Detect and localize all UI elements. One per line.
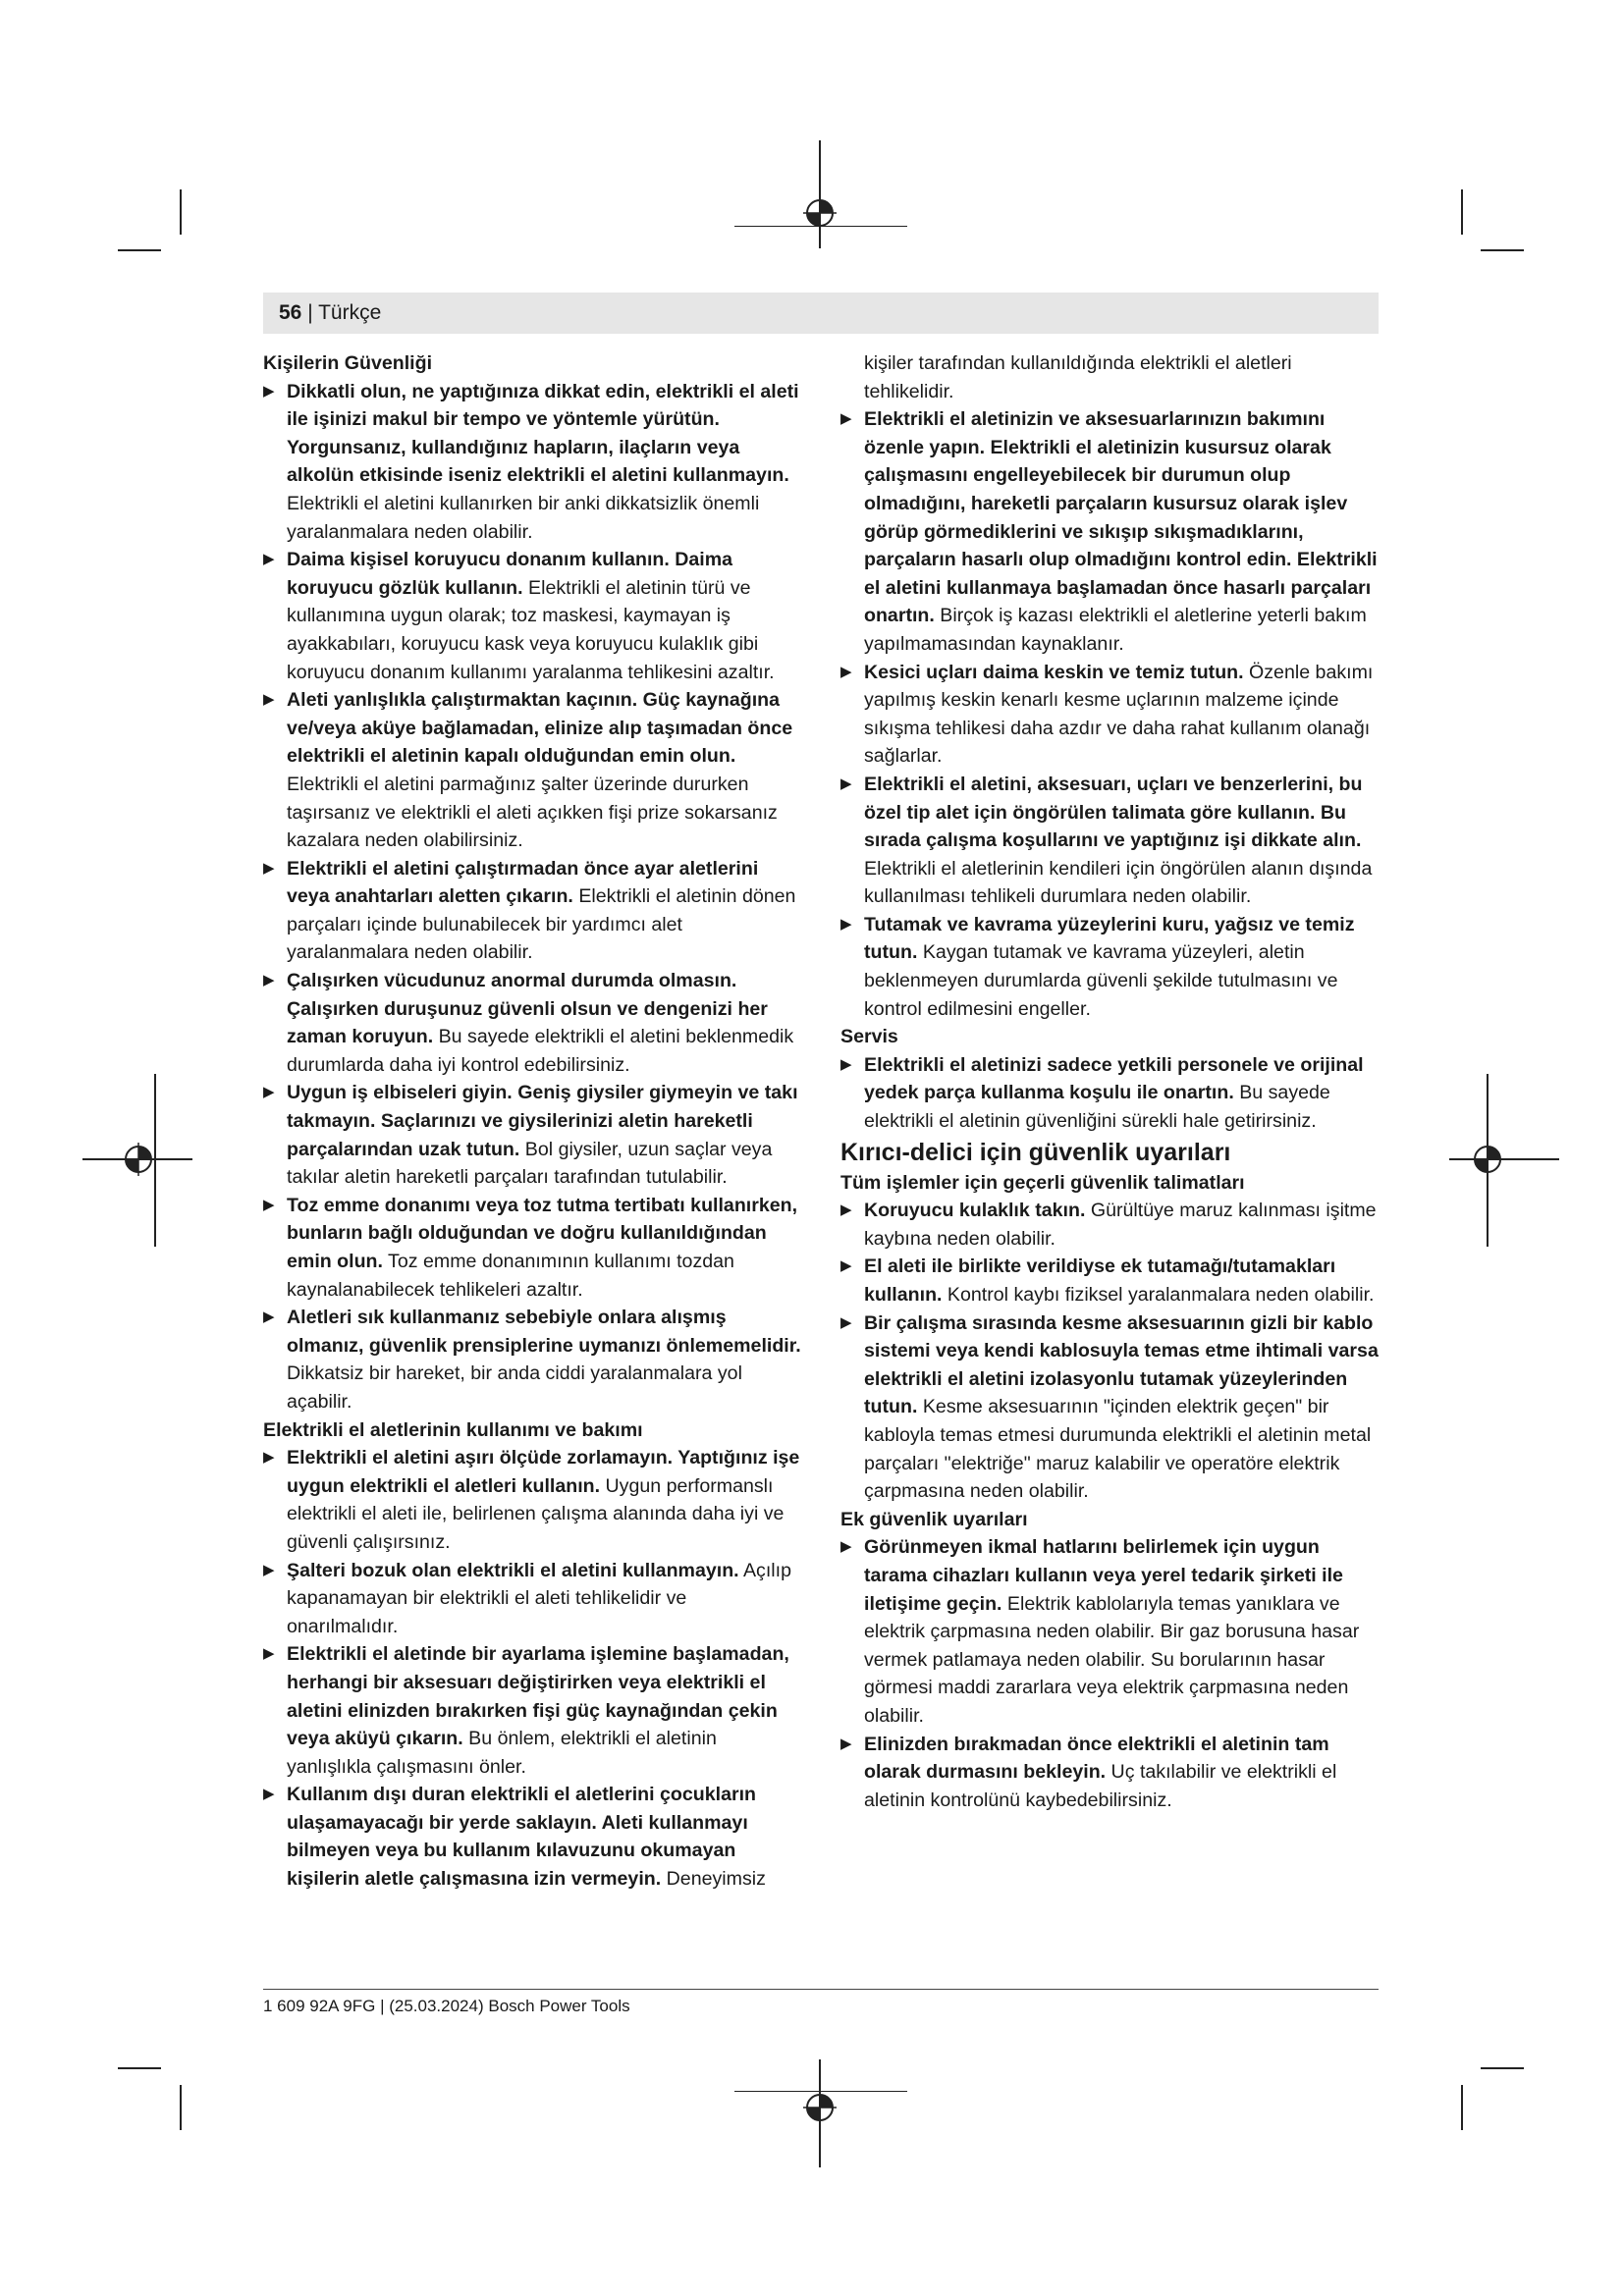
crop-mark xyxy=(118,249,161,251)
registration-line xyxy=(819,140,821,248)
item-emphasis: Elektrikli el aletinizi sadece yetkili personele ve orijinal yedek parça kullanma koşulu ile onartın. xyxy=(864,1053,1364,1104)
crop-mark xyxy=(180,189,182,235)
section-title: Ek güvenlik uyarıları xyxy=(840,1508,1028,1530)
item-emphasis: Bir çalışma sırasında kesme aksesuarının gizli bir kablo sistemi veya kendi kablosuyla temas etme ihtimali varsa elektrikli el aletini izolasyonlu tutamak yüzeylerinden tutun. xyxy=(864,1311,1379,1418)
footer-text: 1 609 92A 9FG | (25.03.2024) Bosch Power Tools xyxy=(263,1997,630,2015)
triangle-right-icon: ▶ xyxy=(263,1786,275,1803)
list-item xyxy=(840,911,1380,1023)
crosshair-registration-icon xyxy=(803,2091,837,2124)
triangle-right-icon: ▶ xyxy=(263,972,275,989)
left-column xyxy=(263,349,801,1894)
list-item xyxy=(263,546,801,686)
item-text: Deneyimsiz xyxy=(661,1868,766,1891)
item-text: Elektrikli el aletinin dönen parçaları içinde bulunabilecek bir yardımcı alet yaralanmalara neden olabilir. xyxy=(287,885,796,964)
triangle-right-icon: ▶ xyxy=(263,1084,275,1101)
continued-text: kişiler tarafından kullanıldığında elektrikli el aletleri tehlikelidir. xyxy=(864,352,1292,402)
item-emphasis: Kesici uçları daima keskin ve temiz tutun. xyxy=(864,661,1244,683)
item-emphasis: Dikkatli olun, ne yaptığınıza dikkat edin, elektrikli el aleti ile işinizi makul bir tempo ve yöntemle yürütün. Yorgunsanız, kullandığınız hapların, ilaçların veya alkolün etkisinde iseniz elektrikli el aletini kullanmayın. xyxy=(287,380,799,487)
list-item xyxy=(840,1197,1380,1253)
list-item xyxy=(263,1192,801,1304)
list-item xyxy=(263,1557,801,1641)
crop-mark xyxy=(118,2067,161,2069)
crop-mark xyxy=(1461,2085,1463,2130)
item-emphasis: Elektrikli el aletini çalıştırmadan önce ayar aletlerini veya anahtarları aletten çıkarın. xyxy=(287,857,759,908)
bullet-list xyxy=(263,378,801,1416)
section-title: Tüm işlemler için geçerli güvenlik talimatları xyxy=(840,1171,1245,1194)
list-item xyxy=(840,771,1380,911)
item-emphasis: Aletleri sık kullanmanız sebebiyle onlara alışmış olmanız, güvenlik prensiplerine uymanızı önlememelidir. xyxy=(287,1307,801,1357)
item-emphasis: Kullanım dışı duran elektrikli el aletlerini çocukların ulaşamayacağı bir yerde saklayın. Aleti kullanmayı bilmeyen veya bu kullanım kılavuzunu okumayan kişilerin aletle çalışmasına izin vermeyin. xyxy=(287,1784,757,1891)
crosshair-registration-icon xyxy=(803,196,837,230)
item-text: Birçok iş kazası elektrikli el aletlerine yeterli bakım yapılmamasından kaynaklanır. xyxy=(864,605,1367,655)
registration-line xyxy=(1449,1158,1559,1160)
list-item xyxy=(263,1444,801,1556)
triangle-right-icon: ▶ xyxy=(263,551,275,568)
section-title: Servis xyxy=(840,1026,898,1048)
list-item xyxy=(263,855,801,967)
item-text: Toz emme donanımının kullanımı tozdan kaynalanabilecek tehlikeleri azaltır. xyxy=(287,1251,734,1301)
item-text: Dikkatsiz bir hareket, bir anda ciddi yaralanmalara yol açabilir. xyxy=(287,1362,742,1413)
list-item xyxy=(263,967,801,1079)
list-item xyxy=(840,659,1380,771)
triangle-right-icon: ▶ xyxy=(263,859,275,877)
list-item xyxy=(840,1309,1380,1506)
item-text: Elektrikli el aletini parmağınız şalter üzerinde dururken taşırsanız ve elektrikli el aleti açıkken fişi prize sokarsanız kazalara neden olabilirsiniz. xyxy=(287,773,778,852)
item-text: Açılıp kapanamayan bir elektrikli el aleti tehlikelidir ve onarılmalıdır. xyxy=(287,1559,791,1637)
item-text: Bu sayede elektrikli el aletinin güvenliğini sürekli hale getirirsiniz. xyxy=(864,1082,1330,1133)
triangle-right-icon: ▶ xyxy=(263,382,275,400)
item-text: Elektrikli el aletini kullanırken bir anki dikkatsizlik önemli yaralanmalara neden olabilir. xyxy=(287,492,760,543)
triangle-right-icon: ▶ xyxy=(263,1645,275,1663)
triangle-right-icon: ▶ xyxy=(840,1538,852,1556)
crosshair-registration-icon xyxy=(1471,1143,1504,1176)
item-emphasis: Elektrikli el aletini, aksesuarı, uçları ve benzerlerini, bu özel tip alet için öngörülen talimata göre kullanın. Bu sırada çalışma koşullarını ve yaptığınız işi dikkate alın. xyxy=(864,773,1363,852)
crop-mark xyxy=(1461,189,1463,235)
list-item xyxy=(263,686,801,855)
item-text: Gürültüye maruz kalınması işitme kaybına neden olabilir. xyxy=(864,1200,1377,1250)
page-number: 56 xyxy=(279,301,302,324)
bullet-list xyxy=(840,1051,1380,1136)
item-text: Kesme aksesuarının "içinden elektrik geçen" bir kabloyla temas etmesi durumunda elektrikli el aletinin metal parçaları "elektriğe" maruz kalabilir ve operatöre elektrik çarpmasına neden olabilir. xyxy=(864,1396,1372,1503)
list-item xyxy=(840,1731,1380,1815)
item-text: Bu sayede elektrikli el aletini beklenmedik durumlarda daha iyi kontrol edebilirsiniz. xyxy=(287,1026,794,1076)
item-emphasis: Elinizden bırakmadan önce elektrikli el aletinin tam olarak durmasını bekleyin. xyxy=(864,1733,1329,1784)
item-text: Bu önlem, elektrikli el aletinin yanlışlıkla çalışmasını önler. xyxy=(287,1728,717,1778)
item-text: Elektrikli el aletlerinin kendileri için öngörülen alanın dışında kullanılması tehlikeli durumlara neden olabilir. xyxy=(864,857,1373,908)
item-emphasis: Elektrikli el aletini aşırı ölçüde zorlamayın. Yaptığınız işe uygun elektrikli el aletleri kullanın. xyxy=(287,1447,800,1497)
item-text: Kaygan tutamak ve kavrama yüzeyleri, aletin beklenmeyen durumlarda güvenli şekilde tutulmasını ve kontrol edilmesini engeller. xyxy=(864,941,1338,1020)
bullet-list xyxy=(840,405,1380,1023)
item-text: Özenle bakımı yapılmış keskin kenarlı kesme uçlarının malzeme içinde sıkışma tehlikesi daha azdır ve daha rahat kullanım olanağı sağlarlar. xyxy=(864,661,1374,768)
list-item xyxy=(840,405,1380,658)
list-item xyxy=(263,1781,801,1893)
triangle-right-icon: ▶ xyxy=(263,1449,275,1467)
triangle-right-icon: ▶ xyxy=(263,1561,275,1578)
bullet-list xyxy=(840,1197,1380,1506)
crop-mark xyxy=(180,2085,182,2130)
list-item xyxy=(263,1640,801,1781)
triangle-right-icon: ▶ xyxy=(840,410,852,428)
crop-mark xyxy=(1481,249,1524,251)
item-emphasis: Koruyucu kulaklık takın. xyxy=(864,1200,1086,1222)
triangle-right-icon: ▶ xyxy=(840,915,852,933)
item-emphasis: Elektrikli el aletinizin ve aksesuarlarınızın bakımını özenle yapın. Elektrikli el aletinizin kusursuz olarak çalışmasını engelleyebilecek bir durumun olup olmadığını, hareketli parçaların kusursuz olarak işlev görüp görmediklerini ve sıkışıp sıkışmadıklarını, parçaların hasarlı olup olmadığını kontrol edin. Elektrikli el aletini kullanmaya başlamadan önce hasarlı parçaları onartın. xyxy=(864,408,1378,627)
item-text: Kontrol kaybı fiziksel yaralanmalara neden olabilir. xyxy=(942,1284,1375,1306)
section-title: Elektrikli el aletlerinin kullanımı ve bakımı xyxy=(263,1418,643,1441)
footer-rule xyxy=(263,1989,1379,1990)
section-title: Kişilerin Güvenliği xyxy=(263,352,433,374)
item-emphasis: Şalteri bozuk olan elektrikli el aletini kullanmayın. xyxy=(287,1559,739,1581)
item-text: Bol giysiler, uzun saçlar veya takılar aletin hareketli parçaları tarafından tutulabilir. xyxy=(287,1138,773,1189)
list-item xyxy=(840,1533,1380,1730)
chapter-title: Kırıcı-delici için güvenlik uyarıları xyxy=(840,1138,1231,1166)
bullet-list xyxy=(840,1533,1380,1814)
bullet-list xyxy=(263,1444,801,1894)
triangle-right-icon: ▶ xyxy=(840,1055,852,1073)
right-column xyxy=(840,349,1380,1814)
item-text: Uç takılabilir ve elektrikli el aletinin kontrolünü kaybedebilirsiniz. xyxy=(864,1761,1337,1811)
item-text: Elektrikli el aletinin türü ve kullanımına uygun olarak; toz maskesi, kaymayan iş ayakkabıları, koruyucu kask veya koruyucu kulaklık gibi koruyucu donanım kullanımı yaralanma tehlikesini azaltır. xyxy=(287,576,775,683)
item-emphasis: Tutamak ve kavrama yüzeylerini kuru, yağsız ve temiz tutun. xyxy=(864,913,1355,964)
triangle-right-icon: ▶ xyxy=(263,1308,275,1326)
triangle-right-icon: ▶ xyxy=(840,1313,852,1331)
item-emphasis: Toz emme donanımı veya toz tutma tertibatı kullanırken, bunların bağlı olduğundan ve doğru kullanıldığından emin olun. xyxy=(287,1194,798,1272)
crop-mark xyxy=(1481,2067,1524,2069)
triangle-right-icon: ▶ xyxy=(840,1735,852,1752)
item-emphasis: Çalışırken vücudunuz anormal durumda olmasın. Çalışırken duruşunuz güvenli olsun ve dengenizi her zaman koruyun. xyxy=(287,970,768,1048)
list-item xyxy=(840,1051,1380,1136)
page-header-bar xyxy=(263,293,1379,334)
header-separator: | xyxy=(301,301,319,324)
item-text: Elektrik kablolarıyla temas yanıklara ve elektrik çarpmasına neden olabilir. Bir gaz borusuna hasar vermek patlamaya neden olabilir. Su borularının hasar görmesi maddi zararlara veya elektrik çarpmasına neden olabilir. xyxy=(864,1592,1360,1727)
triangle-right-icon: ▶ xyxy=(840,1201,852,1219)
list-item xyxy=(263,1304,801,1415)
crosshair-registration-icon xyxy=(122,1143,155,1176)
item-emphasis: Aleti yanlışlıkla çalıştırmaktan kaçının. Güç kaynağına ve/veya aküye bağlamadan, elinize alıp taşımadan önce elektrikli el aletinin kapalı olduğundan emin olun. xyxy=(287,689,793,768)
triangle-right-icon: ▶ xyxy=(263,691,275,709)
header-language: Türkçe xyxy=(318,301,382,324)
triangle-right-icon: ▶ xyxy=(263,1196,275,1213)
item-emphasis: El aleti ile birlikte verildiyse ek tutamağı/tutamakları kullanın. xyxy=(864,1255,1336,1306)
item-text: Uygun performanslı elektrikli el aleti ile, belirlenen çalışma alanında daha iyi ve güvenli çalışırsınız. xyxy=(287,1474,785,1553)
triangle-right-icon: ▶ xyxy=(840,1257,852,1275)
triangle-right-icon: ▶ xyxy=(840,774,852,792)
list-item xyxy=(263,1079,801,1191)
page-header xyxy=(279,298,381,328)
triangle-right-icon: ▶ xyxy=(840,663,852,680)
item-emphasis: Daima kişisel koruyucu donanım kullanın. Daima koruyucu gözlük kullanın. xyxy=(287,549,733,599)
list-item xyxy=(840,1253,1380,1308)
item-emphasis: Elektrikli el aletinde bir ayarlama işlemine başlamadan, herhangi bir aksesuarı değiştirirken veya elektrikli el aletini elinizden bırakırken fişi güç kaynağından çekin veya aküyü çıkarın. xyxy=(287,1643,789,1750)
item-emphasis: Görünmeyen ikmal hatlarını belirlemek için uygun tarama cihazları kullanın veya yerel tedarik şirketi ile iletişime geçin. xyxy=(864,1536,1343,1615)
item-emphasis: Uygun iş elbiseleri giyin. Geniş giysiler giymeyin ve takı takmayın. Saçlarınızı ve giysilerinizi aletin hareketli parçalarından uzak tutun. xyxy=(287,1082,798,1160)
list-item xyxy=(263,378,801,547)
